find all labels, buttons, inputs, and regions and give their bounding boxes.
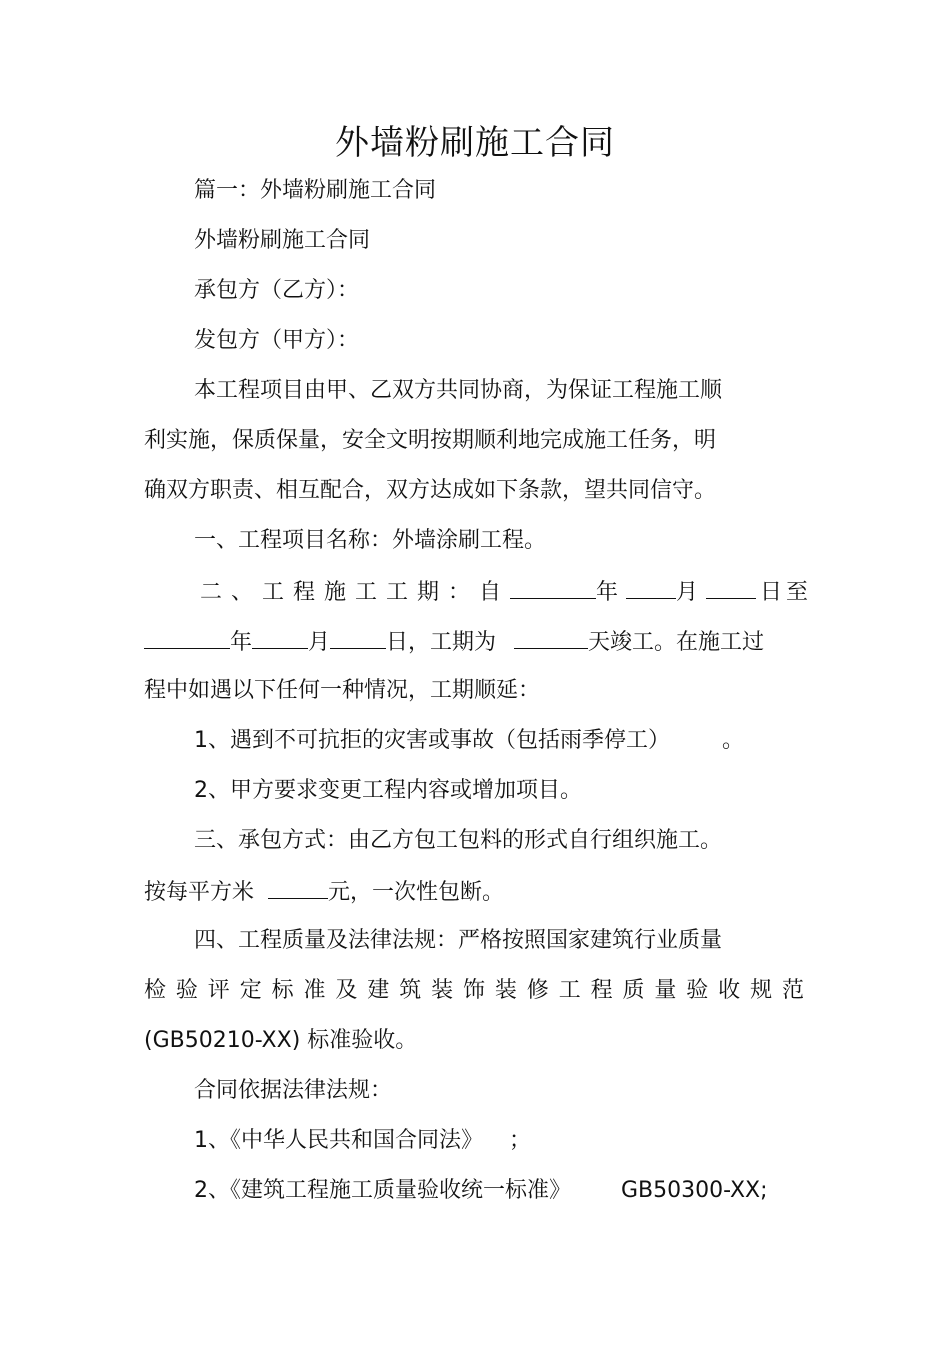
start-day-to-label: 日至: [760, 580, 813, 605]
contract-subtitle: 外墙粉刷施工合同: [194, 228, 371, 253]
price-suffix: 元，一次性包断。: [328, 880, 505, 905]
contractor-line: 承包方（乙方）：: [194, 278, 360, 303]
clause-1-project-name: 一、工程项目名称：外墙涂刷工程。: [194, 528, 547, 553]
end-month-label: 月: [308, 630, 331, 655]
end-year-blank: [144, 626, 230, 649]
clause-2-duration-line-1: [200, 576, 812, 608]
delay-case-1-end: 。: [722, 728, 745, 753]
end-day-blank: [330, 626, 386, 649]
chapter-heading: 篇一：外墙粉刷施工合同: [194, 178, 437, 203]
law-item-2-code: GB50300-XX;: [621, 1178, 768, 1203]
law-item-2: [194, 1176, 768, 1206]
clause-2-duration-line-3: 程中如遇以下任何一种情况，工期顺延：: [144, 678, 541, 703]
law-item-1-end: ；: [509, 1128, 532, 1153]
intro-line-1: 本工程项目由甲、乙双方共同协商，为保证工程施工顺: [194, 378, 723, 403]
start-year-label: 年: [596, 580, 619, 605]
delay-case-1-text: 1、遇到不可抗拒的灾害或事故（包括雨季停工）: [194, 728, 670, 753]
delay-case-2: 2、甲方要求变更工程内容或增加项目。: [194, 778, 582, 803]
clause-2-label: 二、工程施工工期：自: [200, 580, 511, 605]
employer-line: 发包方（甲方）：: [194, 328, 360, 353]
start-month-label: 月: [676, 580, 699, 605]
price-label: 按每平方米: [144, 880, 255, 905]
start-month-blank: [626, 576, 676, 599]
end-year-label: 年: [230, 630, 253, 655]
end-day-label: 日，工期为: [386, 630, 497, 655]
legal-basis-heading: 合同依据法律法规：: [194, 1078, 393, 1103]
duration-days-blank: [514, 626, 588, 649]
document-title: 外墙粉刷施工合同: [335, 123, 615, 163]
clause-3-contract-method: 三、承包方式：由乙方包工包料的形式自行组织施工。: [194, 828, 723, 853]
law-item-2-text: 2、《建筑工程施工质量验收统一标准》: [194, 1178, 571, 1203]
start-year-blank: [510, 576, 596, 599]
end-month-blank: [252, 626, 308, 649]
intro-line-3: 确双方职责、相互配合，双方达成如下条款，望共同信守。: [144, 478, 717, 503]
clause-2-duration-line-2: [144, 626, 764, 658]
clause-3-price-line: [144, 876, 504, 908]
clause-4-quality-line-3: (GB50210-XX) 标准验收。: [144, 1028, 418, 1053]
delay-case-1: [194, 726, 744, 756]
completion-label: 天竣工。在施工过: [588, 630, 765, 655]
start-day-blank: [706, 576, 756, 599]
clause-4-quality-line-2: 检验评定标准及建筑装饰装修工程质量验收规范: [144, 978, 804, 1003]
clause-4-quality: 四、工程质量及法律法规：严格按照国家建筑行业质量: [194, 928, 723, 953]
law-item-1-text: 1、《中华人民共和国合同法》: [194, 1128, 483, 1153]
intro-line-2: 利实施，保质保量，安全文明按期顺利地完成施工任务，明: [144, 428, 717, 453]
law-item-1: [194, 1126, 531, 1156]
unit-price-blank: [268, 876, 328, 899]
